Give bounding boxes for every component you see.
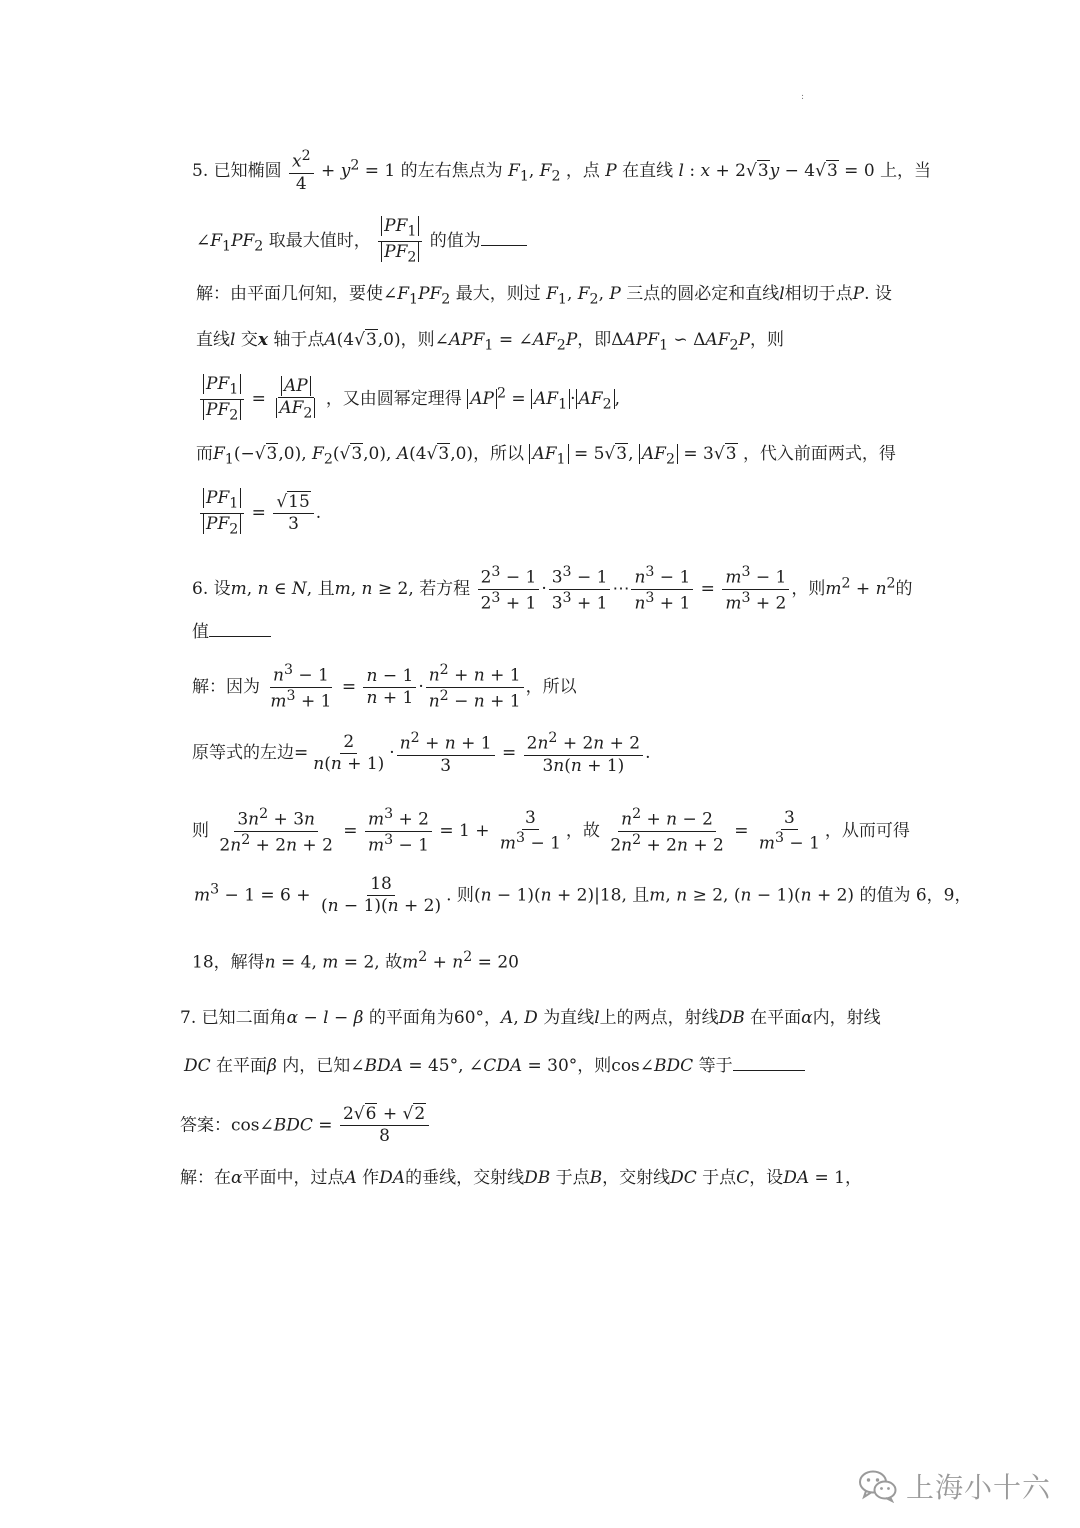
q7-text: 等于 [698, 1056, 733, 1076]
q5-text: ，即 [577, 330, 612, 350]
q7-solution-line1: 解：在α平面中，过点A 作DA的垂线，交射线DB 于点B，交射线DC 于点C，设DA = 1， [180, 1168, 862, 1188]
q6-solution-line2: 原等式的左边= $\frac{2}{n(n + 1)}$ · $\frac{n^2 + n + 1}{3}$ = $\frac{2n^2 + 2n + 2}{3n(n + 1)}$ . [192, 730, 651, 776]
q6-solution-line5: 18，解得n = 4, m = 2, 故$m^2 + n^2 = 20$ [192, 949, 519, 973]
q6-stem-line2 [192, 624, 271, 641]
q6-text: 且 [317, 578, 335, 599]
q6-text: ，所以 [525, 676, 577, 697]
q6-text: ，从而可得 [824, 820, 910, 841]
q7-text: 上的两点，射线 [599, 1008, 719, 1028]
q5-solution-line3: $\frac{PF_1}{PF_2}$ = $\frac{AP}{AF_2}$ ，又由圆幂定理得 AP $^2 = AF_1 \cdot AF_2$ , [198, 374, 620, 425]
page-mark: : [801, 92, 805, 102]
q5-text: 而 [196, 444, 213, 464]
q6-text: 值 [192, 622, 209, 642]
q7-text: 内，射线 [812, 1008, 881, 1028]
q7-stem-line1: 7. 已知二面角α − l − β 的平面角为60°，A, D 为直线l上的两点，射线DB 在平面α内，射线 [180, 1008, 881, 1028]
q5-text: ，则 [400, 330, 435, 350]
q7-text: 于点 [702, 1168, 737, 1188]
q6-text: 且 [632, 885, 650, 906]
q7-text: 为直线 [543, 1008, 595, 1028]
q6-text: 18，解得 [192, 952, 265, 973]
q6-text: 解：因为 [192, 676, 260, 697]
q6-solution-line3: 则 $\frac{3n^2 + 3n}{2n^2 + 2n + 2}$ = $\frac{m^3 + 2}{m^3 - 1}$ = 1 + $\frac{3}{m^3 - 1}$ ，故 $\frac{n^2 + n - 2}{2n^2 + 2n + 2}$ = $\frac{3}{m^3 - 1}$ ，从而可得 [192, 806, 910, 856]
answer-blank [481, 245, 527, 246]
q6-stem-line1: 6. 设m, n ∈ N, 且m, n ≥ 2, 若方程 $\frac{2^3 - 1}{2^3 + 1}$ · $\frac{3^3 - 1}{3^3 + 1}$ ⋯ $\frac{n^3 - 1}{n^3 + 1}$ = $\frac{m^3 - 1}{m^3 + 2}$ ，则$m^2 + n^2$的 [192, 564, 913, 614]
q6-text: 的 [895, 578, 913, 599]
q5-text: 取最大值时， [268, 231, 371, 252]
q5-text: 的左右焦点为 [400, 161, 503, 182]
q6-solution-line4: $m^3 - 1 = 6$ + $\frac{18}{(n - 1)(n + 2)}$ . 则(n − 1)(n + 2)|18, 且m, n ≥ 2, (n − 1)(n + 2) 的值为 6，9， [194, 874, 972, 917]
q5-text: 5. 已知椭圆 [192, 161, 282, 182]
q5-text: 解：由平面几何知，要使 [196, 284, 383, 304]
q5-text: 上，当 [880, 161, 932, 182]
q6-text: ，则 [791, 578, 826, 599]
q5-solution-line2: 直线l 交x 轴于点A(4√3,0)，则$\angle APF_1$ = $\angle AF_2P$，即$\Delta APF_1$ ∽ $\Delta AF_2P$，则 [196, 330, 784, 354]
q5-text: 的值为 [429, 231, 481, 252]
q5-solution-line4: 而$F_1(-√3,0)$, $F_2(√3,0)$, A(4√3,0)，所以 $AF_1 = 5√3$, $AF_2 = 3√3$ ，代入前面两式，得 [196, 444, 896, 468]
q5-stem-line1: 5. 已知椭圆 $\frac{x^2}{4}$ + $y^2 = 1$ 的左右焦点为 $F_1$, $F_2$ ，点 P 在直线 l : x + 2√3y − 4√3 = 0 上，当 [192, 148, 932, 194]
q6-text: 故 [385, 952, 403, 973]
q6-solution-line1: 解：因为 $\frac{n^3 - 1}{m^3 + 1}$ = $\frac{n - 1}{n + 1}$ · $\frac{n^2 + n + 1}{n^2 - n + 1}$ ，所以 [192, 662, 577, 712]
q7-text: 在平面 [216, 1056, 268, 1076]
watermark-text: 上海小十六 [906, 1471, 1052, 1504]
q5-text: ，又由圆幂定理得 [325, 389, 462, 410]
q7-text: ，交射线 [602, 1168, 671, 1188]
q5-text: 交 [240, 330, 258, 350]
q7-text: 7. 已知二面角 [180, 1008, 287, 1028]
q6-text: 若方程 [419, 578, 471, 599]
q5-solution-line1: 解：由平面几何知，要使$\angle F_1PF_2$ 最大，则过 $F_1$, $F_2$, P 三点的圆必定和直线l相切于点P. 设 [196, 284, 892, 308]
q7-stem-line2: DC 在平面β 内，已知∠BDA = 45°, ∠CDA = 30°，则cos∠BDC 等于 [184, 1058, 805, 1075]
q6-text: 则 [192, 820, 209, 841]
q7-answer-line: 答案：cos∠BDC = $\frac{2√6 + √2}{8}$ [180, 1104, 431, 1148]
q5-stem-line2: $\angle F_1PF_2$ 取最大值时， $\frac{PF_1}{PF_2}$ 的值为 [196, 216, 527, 267]
q5-text: 最大，则过 [455, 284, 541, 304]
q7-text: 在平面 [750, 1008, 802, 1028]
q5-text: 轴于点 [273, 330, 325, 350]
q5-solution-line5: $\frac{PF_1}{PF_2}$ = $\frac{√15}{3}$ . [198, 488, 321, 539]
q5-text: 直线 [196, 330, 230, 350]
q5-text: ，代入前面两式，得 [742, 444, 896, 464]
wechat-icon [858, 1469, 898, 1503]
q5-text: ，则 [749, 330, 784, 350]
q7-text: ，则 [577, 1056, 612, 1076]
q7-text: 解：在 [180, 1168, 231, 1188]
q7-text: 于点 [555, 1168, 590, 1188]
q5-text: ，点 [565, 161, 600, 182]
q6-text: 原等式的左边= [192, 743, 309, 764]
q5-text: 相切于点 [784, 284, 853, 304]
q7-text: 内，已知 [282, 1056, 351, 1076]
q5-text: . 设 [864, 284, 892, 304]
q6-text: 的值为 6，9， [859, 885, 972, 906]
answer-blank [733, 1070, 805, 1071]
q6-text: ，故 [565, 820, 600, 841]
q7-text: 答案： [180, 1115, 231, 1136]
q6-text: 6. 设 [192, 578, 231, 599]
q7-text: 平面中，过点 [242, 1168, 345, 1188]
q7-text: 的平面角为 [368, 1008, 454, 1028]
q6-text: . 则 [446, 885, 474, 906]
q7-text: 的垂线，交射线 [405, 1168, 525, 1188]
q5-text: 三点的圆必定和直线 [626, 284, 780, 304]
q7-text: ，设 [749, 1168, 784, 1188]
watermark [858, 1466, 1051, 1506]
q5-text: ，所以 [473, 444, 525, 464]
q7-text: 作 [362, 1168, 380, 1188]
answer-blank [209, 636, 271, 637]
q5-text: 在直线 [622, 161, 674, 182]
